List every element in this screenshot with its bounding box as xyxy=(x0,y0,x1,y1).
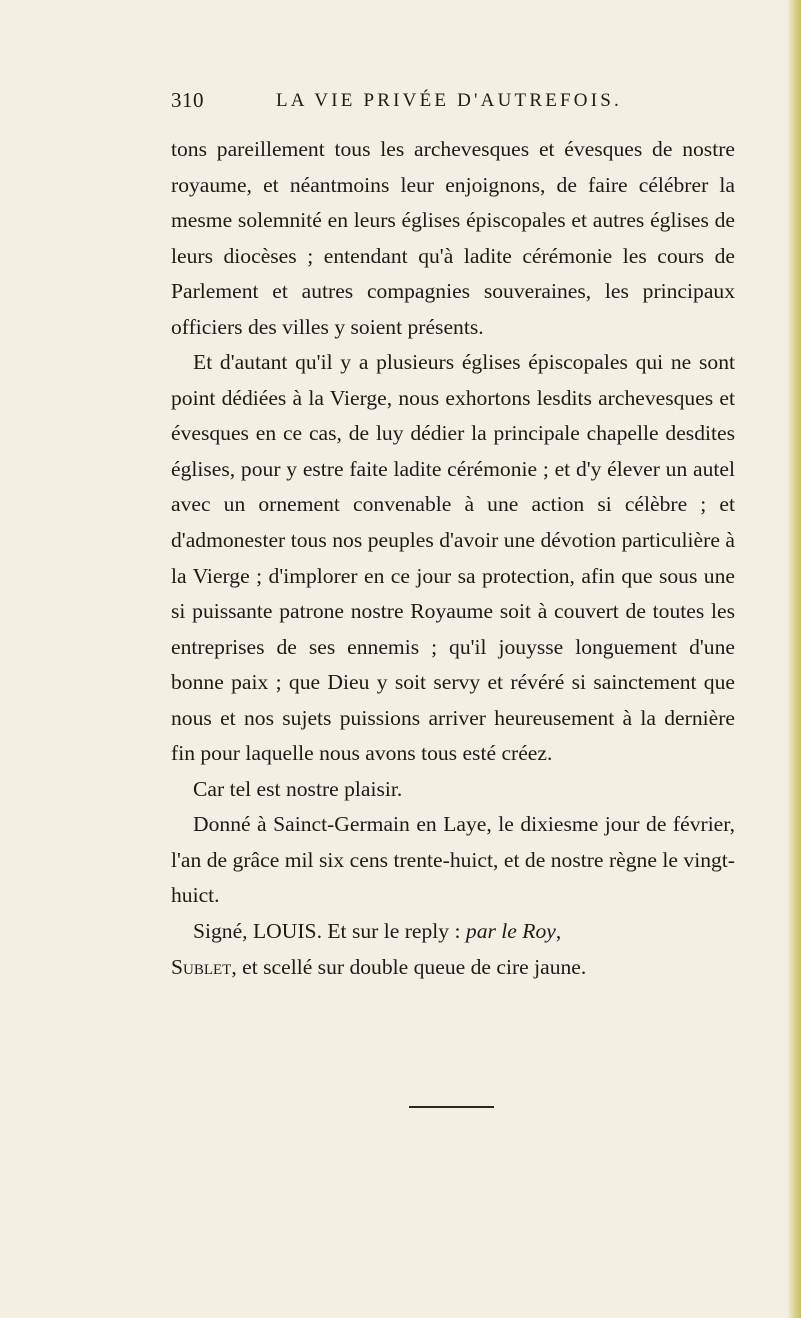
running-title: LA VIE PRIVÉE D'AUTREFOIS. xyxy=(276,90,622,111)
running-header xyxy=(171,88,771,118)
paragraph: Et d'autant qu'il y a plusieurs églises épiscopales qui ne sont point dédiées à la Vierge, nous exhortons lesdits archevesques et évesques en ce cas, de luy dédier la principale chapelle desdites églises, pour y estre faite ladite cérémonie ; et d'y élever un autel avec un ornement convenable à une action si célèbre ; et d'admonester tous nos peuples d'avoir une dévotion particulière à la Vierge ; d'implorer en ce jour sa protection, afin que sous une si puissante patrone nostre Royaume soit à couvert de toutes les entreprises de ses ennemis ; qu'il jouysse longuement d'une bonne paix ; que Dieu y soit servy et révéré si sainctement que nous et nos sujets puissions arriver heureusement à la dernière fin pour laquelle nous avons tous esté créez. xyxy=(171,350,735,766)
signature-name: Sublet xyxy=(171,954,232,979)
signature-tail: , et scellé sur double queue de cire jaune. xyxy=(231,954,587,979)
end-rule xyxy=(409,1106,494,1108)
paragraph: tons pareillement tous les archevesques et évesques de nostre royaume, et néantmoins leur enjoignons, de faire célébrer la mesme solemnité en leurs églises épiscopales et autres églises de leurs diocèses ; entendant qu'à ladite cérémonie les cours de Parlement et autres compagnies souveraines, les principaux officiers des villes y soient présents. xyxy=(171,137,735,339)
signature-lead: Signé, LOUIS. Et sur le reply : xyxy=(193,919,466,944)
signature-comma: , xyxy=(555,919,562,944)
signature-paragraph xyxy=(171,914,735,985)
paragraph: Car tel est nostre plaisir. xyxy=(193,776,403,801)
paragraph: Donné à Sainct-Germain en Laye, le dixiesme jour de février, l'an de grâce mil six cens trente-huict, et de nostre règne le vingt-huict. xyxy=(171,812,735,908)
page-number: 310 xyxy=(171,88,204,112)
body-text xyxy=(171,132,735,985)
signature-italic: par le Roy xyxy=(465,919,556,944)
page-edge xyxy=(787,0,801,1318)
